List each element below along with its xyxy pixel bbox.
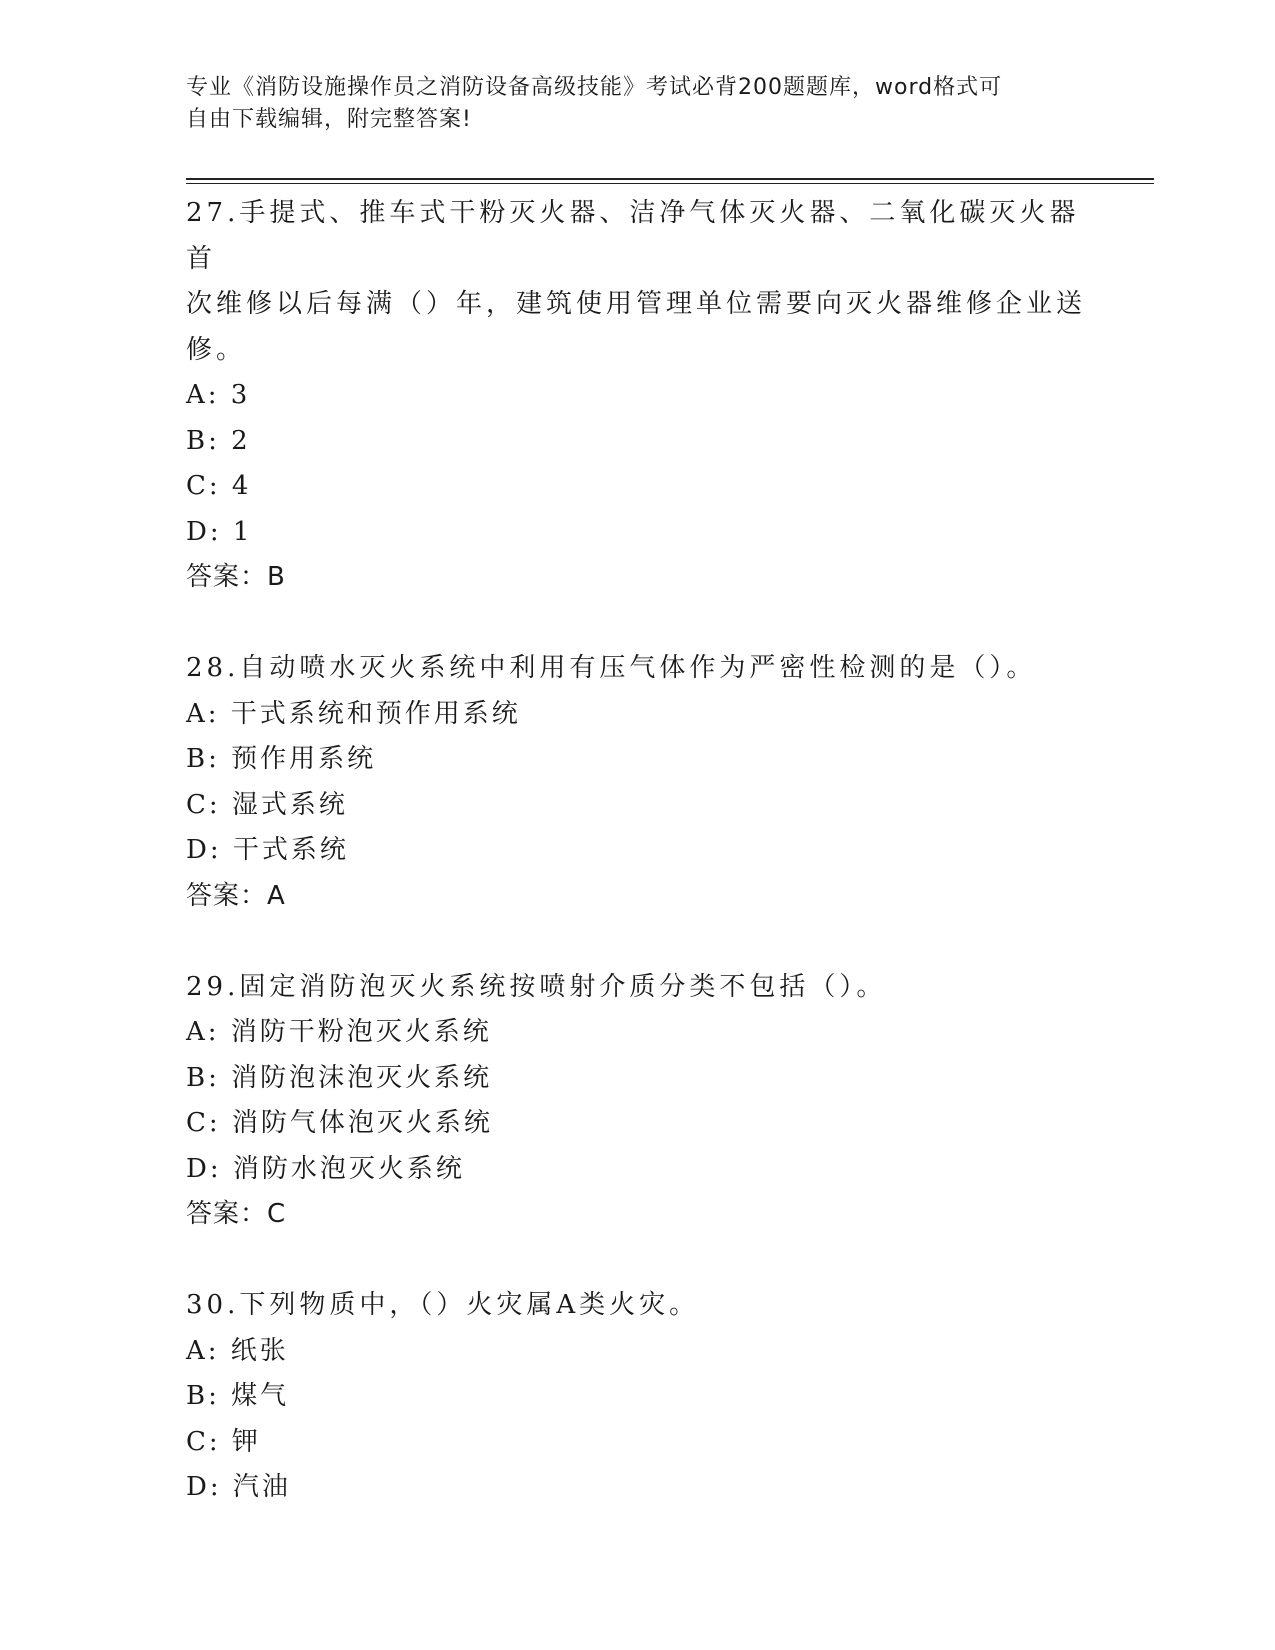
spacer [186,601,1086,647]
option-a: A: 3 [186,380,251,410]
answer: 答案：B [186,562,286,592]
spacer [186,919,1086,965]
question-stem-line: 修。 [186,334,247,365]
question-29 [186,965,1086,1238]
option-d: D: 干式系统 [186,835,349,865]
answer: 答案：C [186,1199,287,1229]
question-stem-line: 次维修以后每满（）年，建筑使用管理单位需要向灭火器维修企业送 [186,289,1087,319]
option-c: C: 湿式系统 [186,789,348,820]
option-d: D: 消防水泡灭火系统 [186,1153,465,1184]
question-list [186,191,1086,1511]
header-line-2: 自由下载编辑，附完整答案! [186,107,472,132]
option-b: B: 消防泡沫泡灭火系统 [186,1062,493,1093]
question-30 [186,1283,1086,1511]
option-a: A: 纸张 [186,1335,289,1366]
option-c: C: 4 [186,471,252,501]
question-stem-line: 29.固定消防泡灭火系统按喷射介质分类不包括（）。 [186,971,887,1002]
header-divider-thick [186,178,1154,180]
header-divider-thin [186,183,1154,184]
option-d: D: 1 [186,516,253,547]
answer: 答案：A [186,880,286,911]
option-b: B: 煤气 [186,1381,290,1411]
option-a: A: 干式系统和预作用系统 [186,698,521,729]
option-d: D: 汽油 [186,1472,291,1502]
option-c: C: 消防气体泡灭火系统 [186,1108,493,1138]
question-stem-line: 30.下列物质中，（）火灾属A类火灾。 [186,1290,700,1320]
option-b: B: 预作用系统 [186,744,377,774]
header-line-1: 专业《消防设施操作员之消防设备高级技能》考试必背200题题库，word格式可 [186,75,1003,100]
question-stem-line: 28.自动喷水灭火系统中利用有压气体作为严密性检测的是（）。 [186,653,1037,683]
spacer [186,1238,1086,1284]
option-a: A: 消防干粉泡灭火系统 [186,1017,492,1047]
question-27 [186,191,1086,601]
question-28 [186,646,1086,919]
question-stem-line: 27.手提式、推车式干粉灭火器、洁净气体灭火器、二氧化碳灭火器首 [186,198,1080,274]
option-c: C: 钾 [186,1426,261,1457]
document-header [186,72,1066,136]
option-b: B: 2 [186,425,251,456]
